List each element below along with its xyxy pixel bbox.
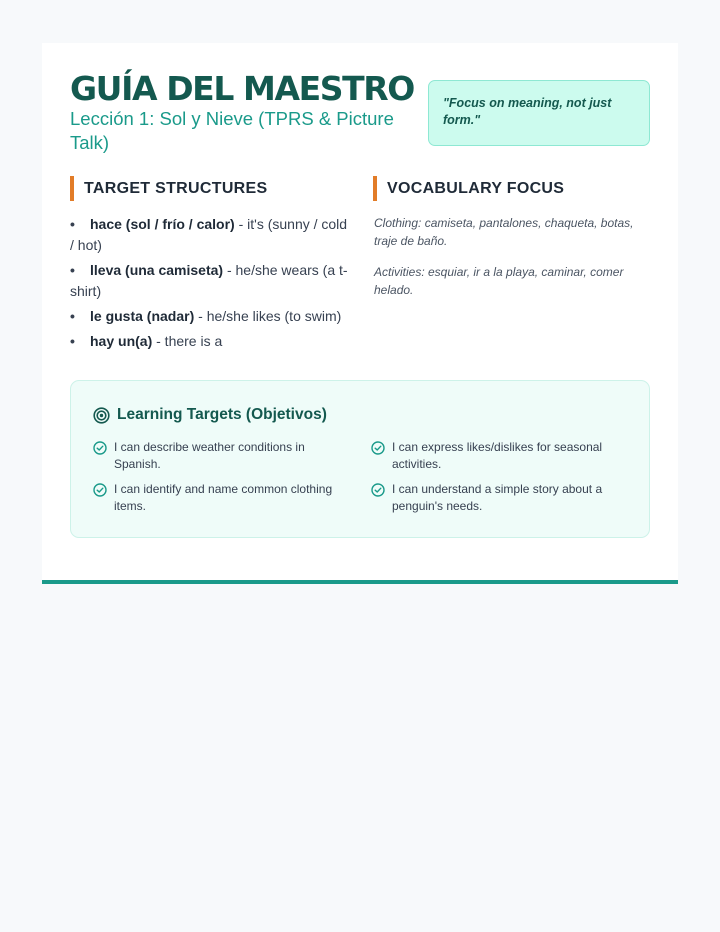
bullet: •	[70, 333, 75, 349]
quote-callout: "Focus on meaning, not just form."	[428, 80, 650, 146]
target-structures-heading: TARGET STRUCTURES	[70, 176, 267, 201]
learning-target-item	[371, 481, 611, 515]
vocab-activities: Activities: esquiar, ir a la playa, caminar, comer helado.	[374, 265, 624, 297]
list-item	[70, 214, 350, 256]
vocabulary-focus-heading: VOCABULARY FOCUS	[373, 176, 564, 201]
target-icon	[93, 407, 110, 424]
list-item	[70, 306, 350, 327]
learning-targets-heading	[93, 406, 327, 424]
list-item	[70, 331, 350, 352]
teacher-guide-card	[42, 43, 678, 584]
bullet: •	[70, 308, 75, 324]
target-structures-list	[70, 214, 350, 356]
vocabulary-focus	[374, 215, 649, 313]
structure-phrase: hace (sol / frío / calor)	[90, 216, 235, 232]
structure-meaning: - he/she wears (a t-shirt)	[70, 262, 348, 299]
page-title: GUÍA DEL MAESTRO	[70, 69, 414, 108]
learning-target-item	[371, 439, 611, 473]
lesson-subtitle: Lección 1: Sol y Nieve (TPRS & Picture Talk)	[70, 108, 394, 153]
bullet: •	[70, 216, 75, 232]
learning-target-item	[93, 481, 333, 515]
check-circle-icon	[371, 483, 385, 497]
check-circle-icon	[93, 483, 107, 497]
structure-meaning: - he/she likes (to swim)	[194, 308, 342, 324]
learning-targets-box	[70, 380, 650, 538]
list-item	[70, 260, 350, 302]
vocab-clothing: Clothing: camiseta, pantalones, chaqueta, botas, traje de baño.	[374, 216, 634, 248]
learning-target-text: I can understand a simple story about a penguin's needs.	[392, 482, 603, 513]
check-circle-icon	[93, 441, 107, 455]
learning-target-text: I can describe weather conditions in Spanish.	[114, 440, 305, 471]
bullet: •	[70, 262, 75, 278]
structure-meaning: - it's (sunny / cold / hot)	[70, 216, 348, 253]
check-circle-icon	[371, 441, 385, 455]
structure-phrase: le gusta (nadar)	[90, 308, 195, 324]
structure-meaning: - there is a	[152, 333, 223, 349]
structure-phrase: lleva (una camiseta)	[90, 262, 224, 278]
learning-target-item	[93, 439, 333, 473]
learning-targets-title: Learning Targets (Objetivos)	[117, 406, 327, 423]
structure-phrase: hay un(a)	[90, 333, 153, 349]
learning-target-text: I can identify and name common clothing items.	[114, 482, 333, 513]
learning-target-text: I can express likes/dislikes for seasonal activities.	[392, 440, 603, 471]
